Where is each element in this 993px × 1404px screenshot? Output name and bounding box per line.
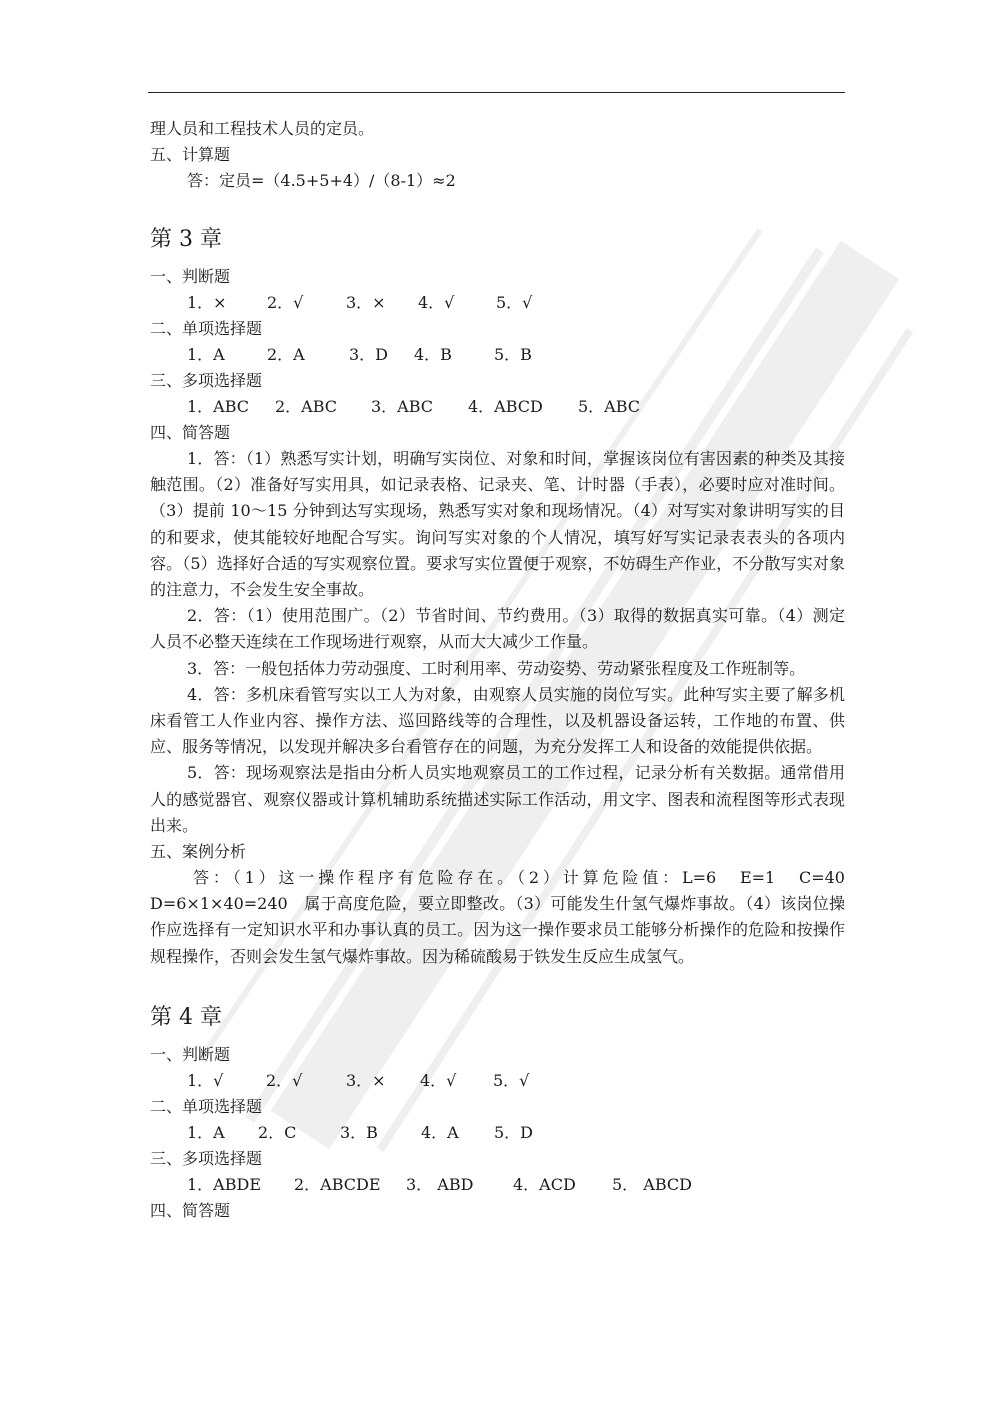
ch3-short-answer-1: 1．答：（1）熟悉写实计划，明确写实岗位、对象和时间，掌握该岗位有害因素的种类及其接触范围。（2）准备好写实用具，如记录表格、记录夹、笔、计时器（手表），必要时应对准时间。（3）提前 10～15 分钟到达写实现场，熟悉写实对象和现场情况。（4）对写实对象讲明写实的目的和要求，使其能较好地配合写实。询问写实对象的个人情况，填写好写实记录表表头的各项内容。（5）选择好合适的写实观察位置。要求写实位置便于观察，不妨碍生产作业，不分散写实对象的注意力，不会发生安全事故。	[150, 449, 845, 600]
ch4-single-1: 1．A	[187, 1122, 225, 1142]
ch3-single-1: 1．A	[187, 345, 225, 364]
ch4-judge-4: 4．√	[420, 1070, 457, 1090]
ch3-multi-5: 5．ABC	[578, 397, 641, 416]
ch3-multi-3: 3．ABC	[371, 397, 434, 416]
ch4-judge-5: 5．√	[493, 1070, 530, 1090]
chapter-3-title: 第 3 章	[150, 227, 222, 252]
ch3-single-answers	[150, 342, 845, 368]
ch4-multi-heading: 三、多项选择题	[150, 1148, 263, 1168]
ch4-judge-heading: 一、判断题	[150, 1044, 231, 1064]
ch3-multi-heading: 三、多项选择题	[150, 371, 263, 390]
ch3-single-heading: 二、单项选择题	[150, 319, 263, 338]
ch4-short-heading: 四、简答题	[150, 1200, 231, 1220]
ch4-judge-answers	[150, 1068, 845, 1094]
ch4-multi-3: 3． ABD	[406, 1174, 474, 1194]
ch3-multi-4: 4．ABCD	[468, 397, 543, 416]
ch3-judge-answers	[150, 290, 845, 316]
ch3-judge-4: 4．√	[418, 293, 455, 312]
continued-text: 理人员和工程技术人员的定员。	[150, 119, 375, 138]
ch4-multi-2: 2．ABCDE	[294, 1174, 381, 1194]
ch4-single-3: 3．B	[340, 1122, 378, 1142]
ch4-judge-3: 3．×	[346, 1070, 386, 1090]
ch3-single-5: 5．B	[494, 345, 532, 364]
ch4-single-answers	[150, 1120, 845, 1146]
ch3-multi-answers	[150, 394, 845, 420]
ch3-judge-3: 3．×	[346, 293, 386, 312]
ch4-single-4: 4．A	[421, 1122, 459, 1142]
ch3-short-answer-3: 3．答：一般包括体力劳动强度、工时利用率、劳动姿势、劳动紧张程度及工作班制等。	[187, 658, 806, 678]
ch4-multi-5: 5． ABCD	[612, 1174, 692, 1194]
answer-content	[150, 116, 862, 1224]
ch3-single-3: 3．D	[349, 345, 389, 364]
ch4-multi-1: 1．ABDE	[187, 1174, 262, 1194]
ch4-single-2: 2．C	[258, 1122, 297, 1142]
ch3-multi-1: 1．ABC	[187, 397, 250, 416]
ch3-judge-1: 1．×	[187, 293, 227, 312]
ch3-judge-heading: 一、判断题	[150, 267, 231, 286]
header-rule	[148, 92, 845, 93]
ch4-multi-answers	[150, 1172, 845, 1198]
ch3-multi-2: 2．ABC	[275, 397, 338, 416]
ch4-judge-2: 2．√	[266, 1070, 303, 1090]
ch3-judge-2: 2．√	[267, 293, 304, 312]
calc-answer: 答：定员=（4.5+5+4）/（8-1）≈2	[187, 171, 456, 190]
ch4-multi-4: 4．ACD	[513, 1174, 576, 1194]
chapter-4-title: 第 4 章	[150, 1004, 222, 1030]
ch3-short-answer-2: 2．答：（1）使用范围广。（2）节省时间、节约费用。（3）取得的数据真实可靠。（4）测定人员不必整天连续在工作现场进行观察，从而大大减少工作量。	[150, 606, 845, 652]
ch4-single-5: 5．D	[494, 1122, 534, 1142]
ch3-short-answer-5: 5．答：现场观察法是指由分析人员实地观察员工的工作过程，记录分析有关数据。通常借用人的感觉器官、观察仪器或计算机辅助系统描述实际工作活动，用文字、图表和流程图等形式表现出来。	[150, 763, 845, 835]
ch3-short-answer-4: 4．答：多机床看管写实以工人为对象，由观察人员实施的岗位写实。此种写实主要了解多机床看管工人作业内容、操作方法、巡回路线等的合理性，以及机器设备运转，工作地的布置、供应、服务等情况，以发现并解决多台看管存在的问题，为充分发挥工人和设备的效能提供依据。	[150, 684, 845, 757]
calc-heading: 五、计算题	[150, 145, 231, 164]
ch3-single-4: 4．B	[414, 345, 452, 364]
ch4-judge-1: 1．√	[187, 1070, 224, 1090]
ch3-short-heading: 四、简答题	[150, 423, 231, 442]
ch3-case-answer: 答：（1）这一操作程序有危险存在。（2）计算危险值：L=6 E=1 C=40 D=6×1×40=240 属于高度危险，要立即整改。（3）可能发生什氢气爆炸事故。（4）该岗位操作应选择有一定知识水平和办事认真的员工。因为这一操作要求员工能够分析操作的危险和按操作规程操作，否则会发生氢气爆炸事故。因为稀硫酸易于铁发生反应生成氢气。	[150, 868, 862, 966]
ch4-single-heading: 二、单项选择题	[150, 1096, 263, 1116]
ch3-case-heading: 五、案例分析	[150, 842, 247, 862]
ch3-judge-5: 5．√	[496, 293, 533, 312]
ch3-single-2: 2．A	[267, 345, 305, 364]
